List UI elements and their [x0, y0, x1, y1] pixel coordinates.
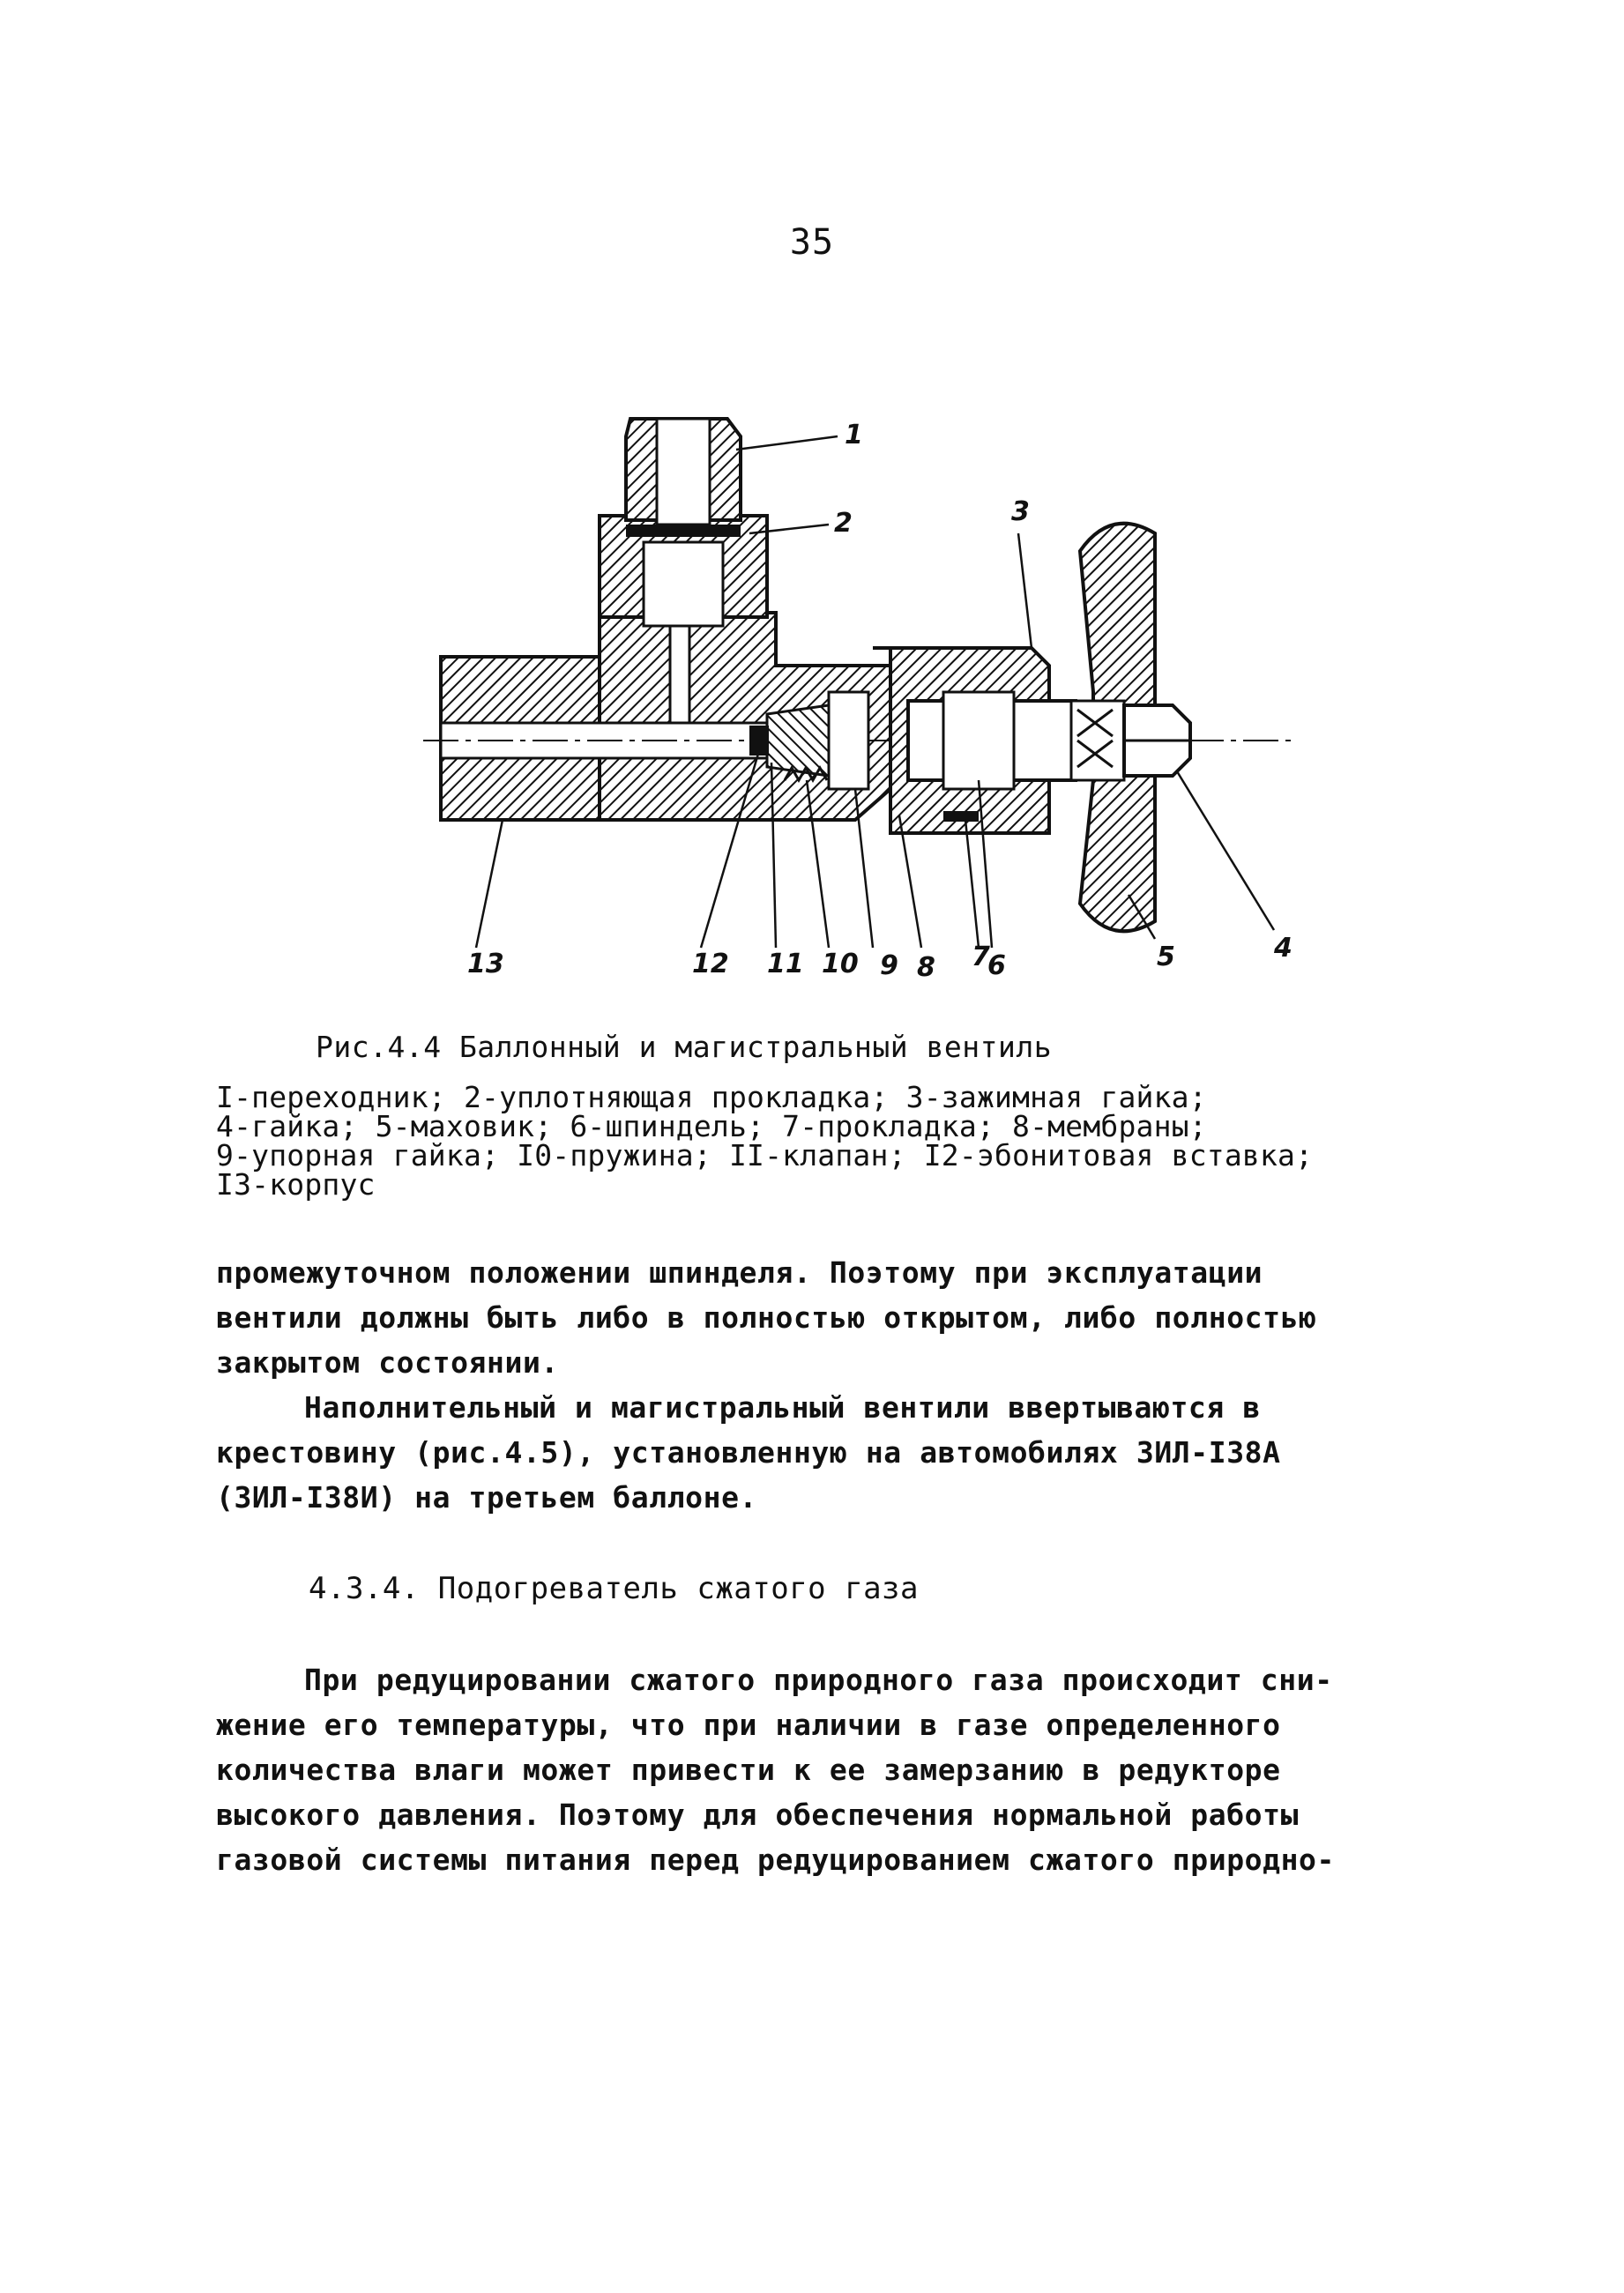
legend-line: 4-гайка; 5-маховик; 6-шпиндель; 7-прокладка; 8-мембраны; — [216, 1109, 1207, 1143]
text-line: крестовину (рис.4.5), установленную на автомобилях ЗИЛ-I38А — [216, 1435, 1281, 1470]
insert-12 — [749, 726, 769, 756]
callout-6: 6 — [987, 950, 1006, 981]
callout-9: 9 — [880, 950, 898, 981]
figure-legend — [216, 1080, 1362, 1202]
text-line: вентили должны быть либо в полностью открытом, либо полностью — [216, 1300, 1317, 1335]
callout-8: 8 — [917, 952, 935, 983]
callout-7: 7 — [972, 942, 990, 972]
callout-13: 13 — [467, 949, 504, 979]
text-line: закрытом состоянии. — [216, 1345, 559, 1380]
callout-10: 10 — [822, 949, 859, 979]
thrust-nut-9 — [829, 692, 868, 789]
callout-12: 12 — [692, 949, 729, 979]
text-line: количества влаги может привести к ее замерзанию в редукторе — [216, 1753, 1281, 1787]
section-heading: 4.3.4. Подогреватель сжатого газа — [309, 1571, 920, 1606]
legend-line: 9-упорная гайка; I0-пружина; II-клапан; I2-эбонитовая вставка; — [216, 1138, 1314, 1173]
callout-1: 1 — [845, 420, 863, 450]
legend-line: I3-корпус — [216, 1167, 376, 1202]
page-number: 35 — [789, 222, 835, 263]
text-line: (ЗИЛ-I38И) на третьем баллоне. — [216, 1480, 758, 1515]
text-line: высокого давления. Поэтому для обеспечения нормальной работы — [216, 1798, 1300, 1832]
gasket-2 — [626, 525, 741, 537]
callout-2: 2 — [834, 508, 853, 539]
text-line: При редуцировании сжатого природного газа происходит сни- — [304, 1663, 1333, 1697]
text-line: газовой системы питания перед редуцированием сжатого природно- — [216, 1843, 1335, 1877]
text-line: жение его температуры, что при наличии в газе определенного — [216, 1708, 1281, 1742]
gasket-7 — [943, 811, 979, 822]
callout-4: 4 — [1274, 933, 1292, 964]
body-text-1 — [216, 1250, 1353, 1520]
body-text-2 — [216, 1657, 1353, 1882]
callout-11: 11 — [767, 949, 804, 979]
text-line: Наполнительный и магистральный вентили ввертываются в — [304, 1390, 1261, 1425]
callout-5: 5 — [1157, 942, 1175, 972]
text-line: промежуточном положении шпинделя. Поэтому при эксплуатации — [216, 1255, 1263, 1290]
figure-caption: Рис.4.4 Баллонный и магистральный вентиль — [316, 1030, 1053, 1064]
legend-line: I-переходник; 2-уплотняющая прокладка; 3-зажимная гайка; — [216, 1080, 1207, 1114]
callout-3: 3 — [1011, 496, 1030, 527]
valve-11 — [767, 705, 829, 776]
valve-drawing — [414, 401, 1305, 983]
